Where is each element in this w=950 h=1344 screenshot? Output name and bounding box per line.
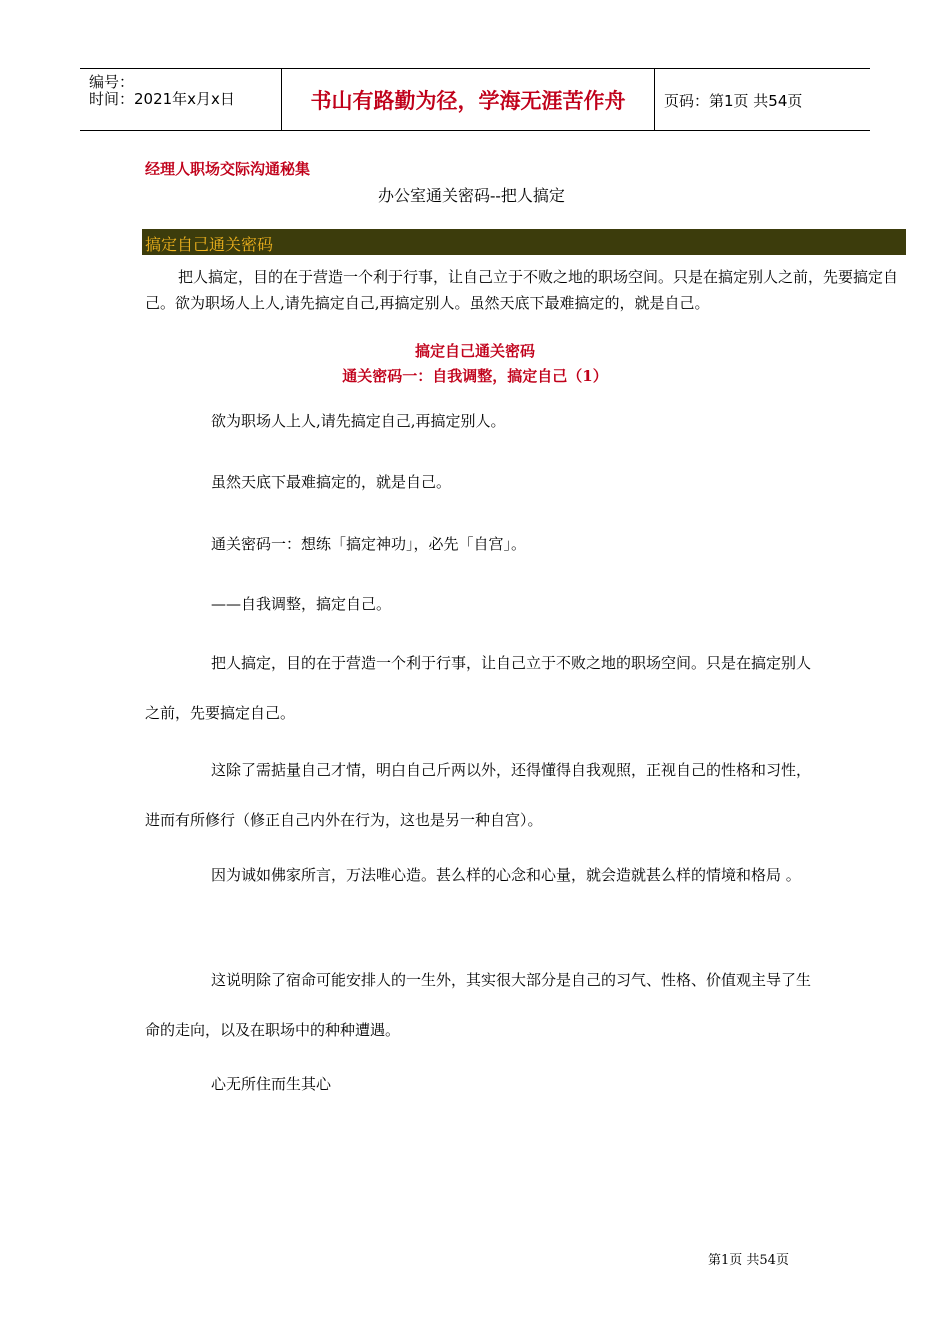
body-paragraph: 欲为职场人上人,请先搞定自己,再搞定别人。 [211,412,506,430]
header-motto: 书山有路勤为径，学海无涯苦作舟 [310,89,626,113]
body-paragraph: 虽然天底下最难搞定的，就是自己。 [211,473,452,491]
body-paragraph: 这除了需掂量自己才情，明白自己斤两以外，还得懂得自我观照，正视自己的性格和习性，进而有所修行（修正自己内外在行为，这也是另一种自宫）。 [145,761,812,829]
document-subtitle: 办公室通关密码--把人搞定 [378,186,565,205]
header-motto-cell [282,69,655,130]
body-paragraph: 心无所住而生其心 [211,1075,332,1093]
document-title: 经理人职场交际沟通秘集 [145,160,311,178]
section-bar-label: 搞定自己通关密码 [145,235,274,254]
footer-page-number: 第1页 共54页 [708,1253,789,1268]
body-paragraph: 这说明除了宿命可能安排人的一生外，其实很大部分是自己的习气、性格、价值观主导了生命的走向，以及在职场中的种种遭遇。 [145,971,812,1039]
section-heading: 搞定自己通关密码 [414,342,535,360]
document-date-label: 时间：2021年x月x日 [89,90,235,108]
intro-paragraph: 把人搞定，目的在于营造一个利于行事，让自己立于不败之地的职场空间。只是在搞定别人之前，先要搞定自己。欲为职场人上人,请先搞定自己,再搞定别人。虽然天底下最难搞定的，就是自己。 [145,268,899,312]
section-bar [142,229,906,255]
body-paragraph: 通关密码一：想练「搞定神功」，必先「自宫」。 [211,535,527,553]
body-paragraph: 把人搞定，目的在于营造一个利于行事，让自己立于不败之地的职场空间。只是在搞定别人之前，先要搞定自己。 [145,654,812,722]
header-page-number: 页码：第1页 共54页 [664,92,803,110]
document-code-label: 编号： [89,73,135,91]
header-meta-cell [80,69,282,130]
header-page-cell [655,69,870,130]
body-paragraph: ——自我调整，搞定自己。 [211,595,392,613]
body-paragraph: 因为诚如佛家所言，万法唯心造。甚么样的心念和心量，就会造就甚么样的情境和格局 。 [211,866,801,884]
document-header [80,68,870,131]
section-subheading: 通关密码一：自我调整，搞定自己（1） [342,367,608,385]
